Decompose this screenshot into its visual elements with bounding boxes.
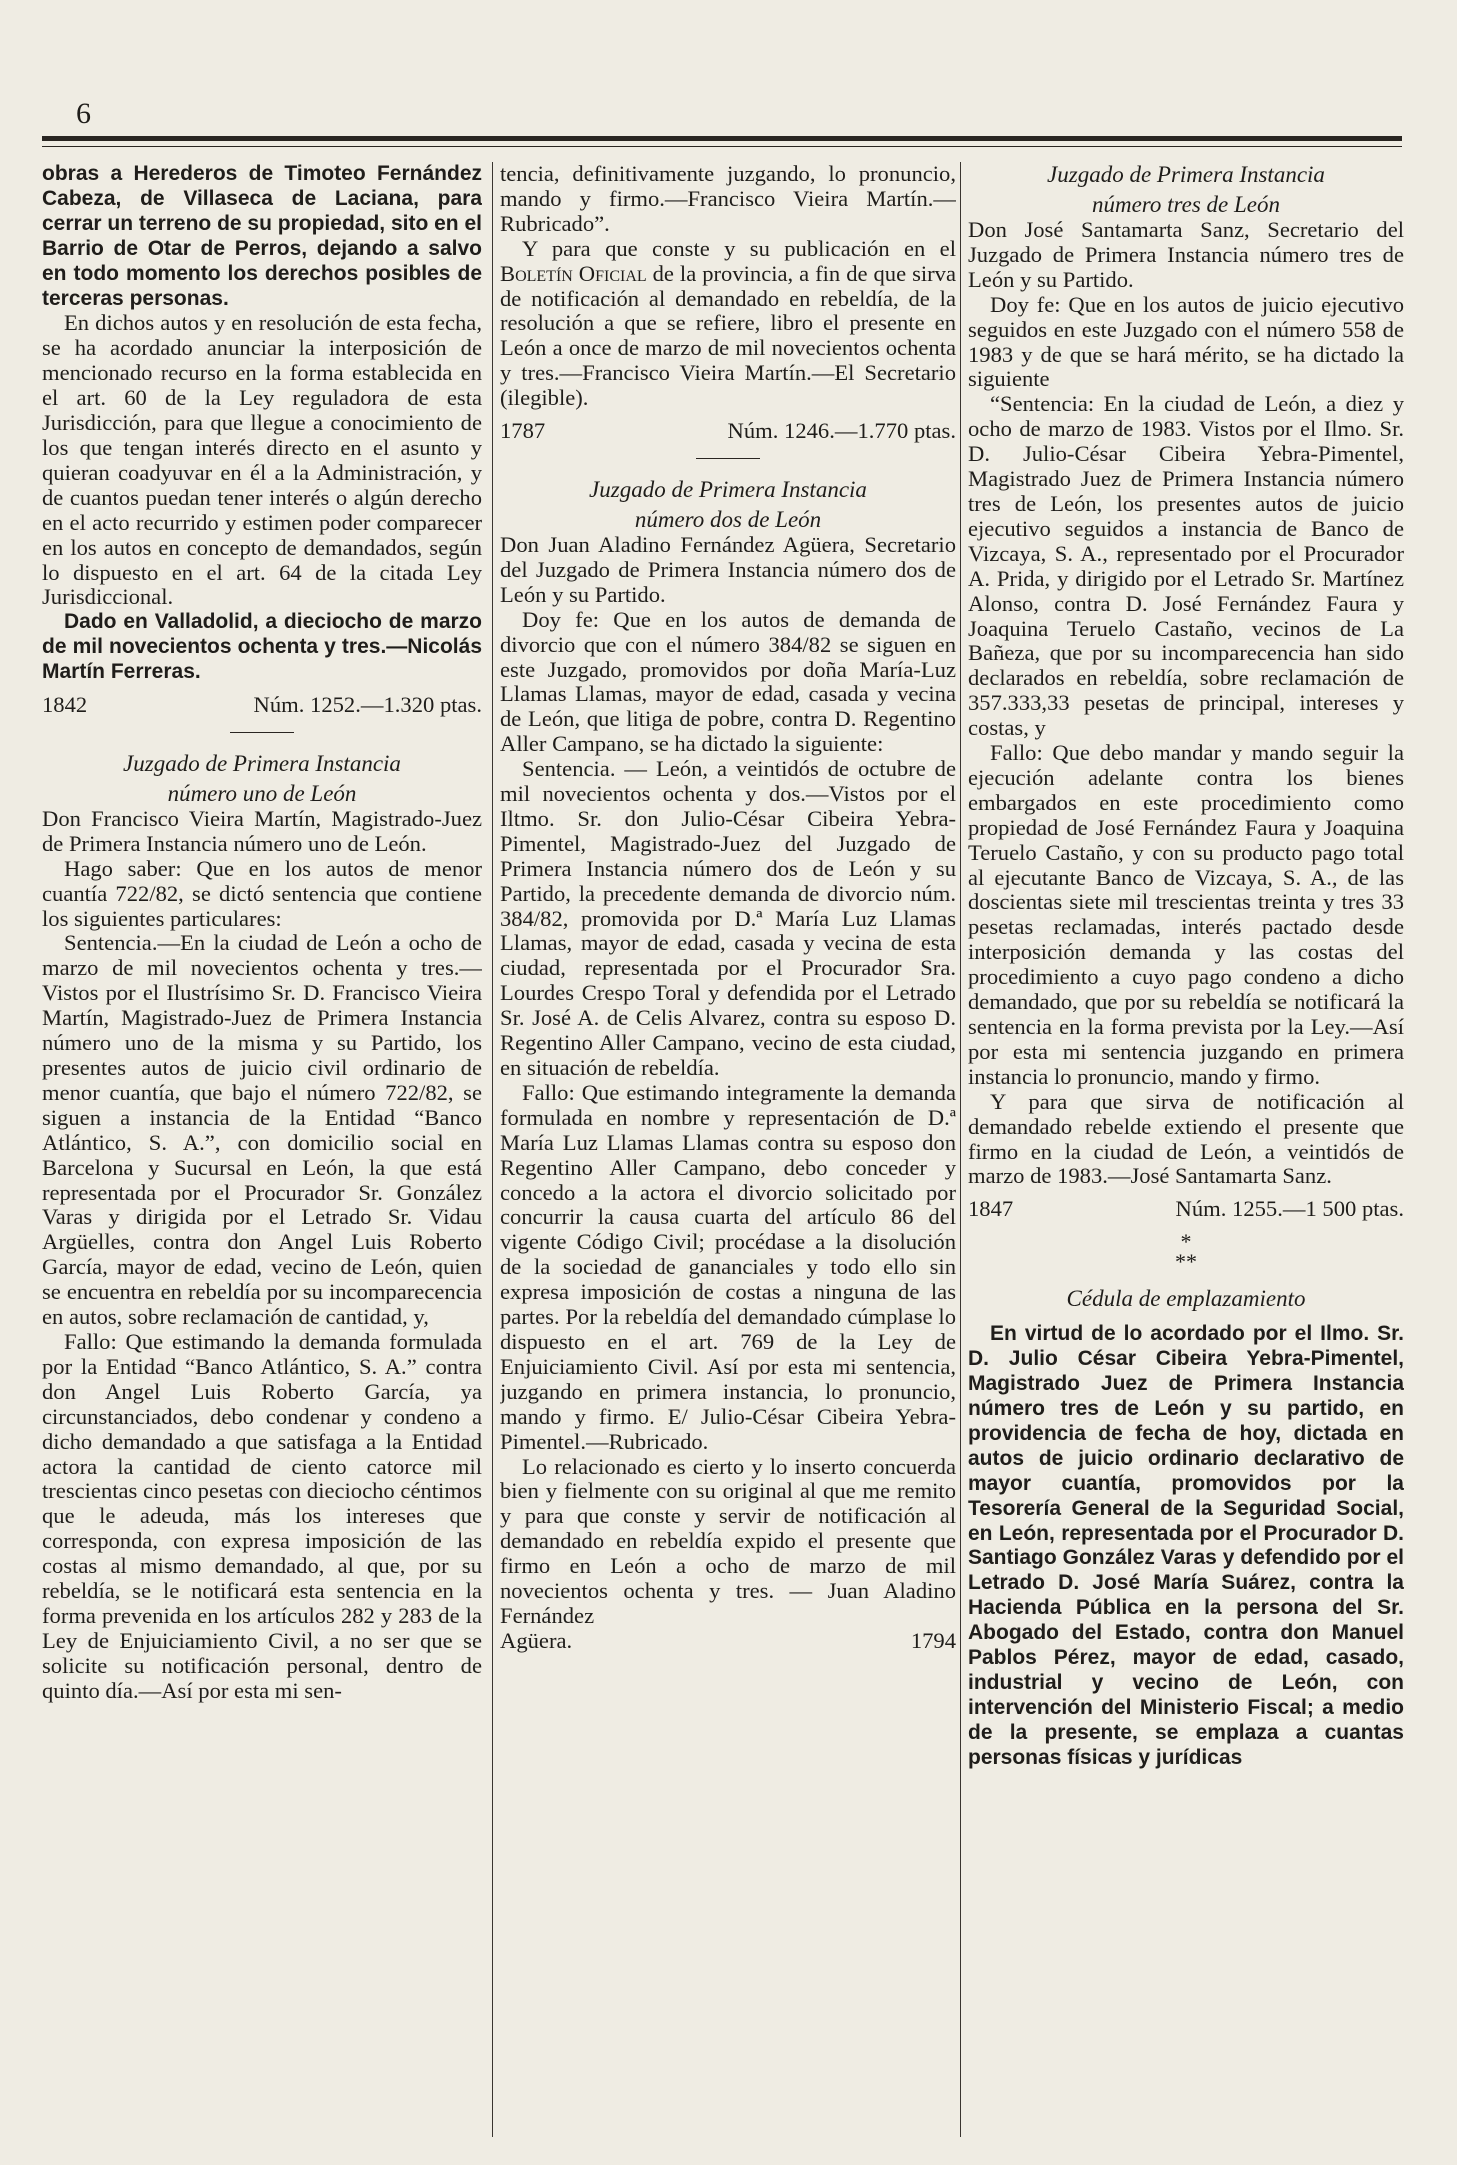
section-heading: Juzgado de Primera Instancia	[123, 750, 401, 776]
column-1	[42, 162, 482, 2142]
notice-code: 1842	[42, 692, 88, 718]
header-rule-thick	[42, 136, 1402, 141]
section-heading: Juzgado de Primera Instancia	[589, 476, 867, 502]
section-heading: Cédula de emplazamiento	[1066, 1286, 1306, 1312]
text-run: de la provincia, a fin de que sirva de notificación al demandado en rebeldía, de la resolución a que se refiere, libro el presente en León a once de marzo de mil novecientos ochenta y tres.—Francisco Vieira Martín.—El Secretario (ilegible).	[500, 260, 956, 411]
section-subheading: número tres de León	[1091, 192, 1281, 217]
notice-code: 1787	[500, 418, 546, 444]
paragraph	[500, 237, 956, 411]
paragraph: Don Francisco Vieira Martín, Magistrado-Juez de Primera Instancia número uno de León.	[42, 805, 482, 856]
paragraph: Sentencia.—En la ciudad de León a ocho de marzo de mil novecientos ochenta y tres.—Vistos por el Ilustrísimo Sr. D. Francisco Vieira Martín, Magistrado-Juez de Primera Instancia número uno de la misma y su Partido, los presentes autos de juicio civil ordinario de menor cuantía, que bajo el número 722/82, se siguen a instancia de la Entidad “Banco Atlántico, S. A.”, con domicilio social en Barcelona y Sucursal en León, la que está representada por el Procurador Sr. González Varas y dirigida por el Letrado Sr. Vidau Argüelles, contra don Angel Luis Roberto García, mayor de edad, vecino de León, quien se encuentra en rebeldía por su incomparecencia en autos, sobre reclamación de cantidad, y,	[42, 930, 482, 1330]
signatory-surname: Agüera.	[500, 1627, 573, 1653]
paragraph: obras a Herederos de Timoteo Fernández Cabeza, de Villaseca de Laciana, para cerrar un terreno de su propiedad, sito en el Barrio de Otar de Perros, dejando a salvo en todo momento los derechos posibles de terceras personas.	[42, 162, 482, 310]
section-heading: Juzgado de Primera Instancia	[1047, 162, 1325, 187]
paragraph: Fallo: Que debo mandar y mando seguir la ejecución adelante contra los bienes embargados en este procedimiento como propiedad de José Fernández Faura y Joaquina Teruelo Castaño, y con su producto pago total al ejecutante Banco de Vizcaya, S. A., de las doscientas siete mil trescientas treinta y tres 33 pesetas reclamadas, interés pactado desde interposición demanda y las costas del procedimiento a cuyo pago condeno a dicho demandado, que por su rebeldía se notificará la sentencia en la forma prevista por la Ley.—Así por esta mi sentencia juzgando en primera instancia lo pronuncio, mando y firmo.	[968, 740, 1404, 1089]
section-subheading: número uno de León	[167, 780, 357, 806]
paragraph: Y para que sirva de notificación al demandado rebelde extiendo el presente que firmo en la ciudad de León, a veintidós de marzo de 1983.—José Santamarta Sanz.	[968, 1088, 1404, 1189]
spacer	[968, 1312, 1404, 1322]
notice-signature-row	[500, 419, 956, 444]
column-divider-2	[960, 162, 961, 2137]
paragraph: Don Juan Aladino Fernández Agüera, Secretario del Juzgado de Primera Instancia número dos de León y su Partido.	[500, 531, 956, 607]
paragraph: tencia, definitivamente juzgando, lo pronuncio, mando y firmo.—Francisco Vieira Martín.—Rubricado”.	[500, 162, 956, 236]
notice-signature-row	[500, 1629, 956, 1654]
asterism-bottom: **	[1175, 1249, 1197, 1275]
boletin-name: Boletín Oficial	[500, 260, 647, 286]
page-number: 6	[76, 97, 91, 130]
paragraph: “Sentencia: En la ciudad de León, a diez y ocho de marzo de 1983. Vistos por el Ilmo. Sr. D. Julio-César Cibeira Yebra-Pimentel, Magistrado Juez de Primera Instancia número tres de León, los presentes autos de juicio ejecutivo seguidos a instancia de Banco de Vizcaya, S. A., representado por el Procurador A. Prida, y dirigido por el Letrado Sr. Martínez Alonso, contra D. José Fernández Faura y Joaquina Teruelo Castaño, vecinos de La Bañeza, que por su incomparecencia han sido declarados en rebeldía, sobre reclamación de 357.333,33 pesetas de principal, intereses y costas, y	[968, 391, 1404, 741]
section-divider	[230, 732, 294, 733]
notice-number: Núm. 1255.—1 500 ptas.	[1175, 1196, 1404, 1222]
asterism-top: *	[1180, 1229, 1192, 1255]
paragraph: Doy fe: Que en los autos de juicio ejecutivo seguidos en este Juzgado con el número 558 de 1983 y de que se hará mérito, se ha dictado la siguiente	[968, 291, 1404, 392]
paragraph: Fallo: Que estimando integramente la demanda formulada en nombre y representación de D.ª María Luz Llamas Llamas contra su esposo don Regentino Aller Campano, debo conceder y concedo a la actora el divorcio solicitado por concurrir la causa cuarta del artículo 86 del vigente Código Civil; procédase a la disolución de la sociedad de gananciales y todo ello sin expresa imposición de costas a ninguna de las partes. Por la rebeldía del demandado cúmplase lo dispuesto en el art. 769 de la Ley de Enjuiciamiento Civil. Así por esta mi sentencia, juzgando en primera instancia, lo pronuncio, mando y firmo. E/ Julio-César Cibeira Yebra-Pimentel.—Rubricado.	[500, 1079, 956, 1454]
paragraph: Lo relacionado es cierto y lo inserto concuerda bien y fielmente con su original al que me remito y para que conste y servir de notificación al demandado en rebeldía expido el presente que firmo en León a ocho de marzo de mil novecientos ochenta y tres. — Juan Aladino Fernández	[500, 1453, 956, 1628]
notice-number: Núm. 1252.—1.320 ptas.	[253, 692, 482, 718]
text-run: Y para que conste y su publicación en el	[522, 235, 956, 261]
notice-signature-row	[42, 693, 482, 718]
asterism	[968, 1229, 1404, 1275]
notice-code: 1847	[968, 1196, 1014, 1222]
section-subheading: número dos de León	[634, 506, 822, 532]
notice-signature-row	[968, 1197, 1404, 1222]
notice-code: 1794	[910, 1627, 956, 1653]
paragraph: Hago saber: Que en los autos de menor cuantía 722/82, se dictó sentencia que contiene los siguientes particulares:	[42, 855, 482, 931]
paragraph: Don José Santamarta Sanz, Secretario del Juzgado de Primera Instancia número tres de León y su Partido.	[968, 217, 1404, 292]
column-3	[968, 162, 1404, 2142]
column-divider-1	[492, 162, 493, 2137]
paragraph: Sentencia. — León, a veintidós de octubre de mil novecientos ochenta y dos.—Vistos por el Iltmo. Sr. don Julio-César Cibeira Yebra-Pimentel, Magistrado-Juez del Juzgado de Primera Instancia número dos de León y su Partido, la precedente demanda de divorcio núm. 384/82, promovida por D.ª María Luz Llamas Llamas, mayor de edad, casada y vecina de esta ciudad, representada por el Procurador Sra. Lourdes Crespo Toral y defendida por el Letrado Sr. José A. de Celis Alvarez, contra su esposo D. Regentino Aller Campano, vecino de esta ciudad, en situación de rebeldía.	[500, 756, 956, 1080]
header-rule-thin	[42, 146, 1402, 147]
paragraph: En virtud de lo acordado por el Ilmo. Sr. D. Julio César Cibeira Yebra-Pimentel, Magistrado Juez de Primera Instancia número tres de León y su partido, en providencia de fecha de hoy, dictada en autos de juicio ordinario declarativo de mayor cuantía, promovidos por la Tesorería General de la Seguridad Social, en León, representada por el Procurador D. Santiago González Varas y defendido por el Letrado D. José María Suárez, contra la Hacienda Pública en la persona del Sr. Abogado del Estado, contra don Manuel Pablos Pérez, mayor de edad, casado, industrial y vecino de León, con intervención del Ministerio Fiscal; a medio de la presente, se emplaza a cuantas personas físicas y jurídicas	[968, 1322, 1404, 1769]
paragraph: Dado en Valladolid, a dieciocho de marzo de mil novecientos ochenta y tres.—Nicolás Martín Ferreras.	[42, 610, 482, 684]
column-2	[500, 162, 956, 2142]
section-divider	[696, 458, 760, 459]
paragraph: Fallo: Que estimando la demanda formulada por la Entidad “Banco Atlántico, S. A.” contra don Angel Luis Roberto García, ya circunstanciados, debo condenar y condeno a dicho demandado a que satisfaga a la Entidad actora la cantidad de ciento catorce mil trescientas cinco pesetas con dieciocho céntimos que le adeuda, más los intereses que corresponda, con expresa imposición de las costas al mismo demandado, al que, por su rebeldía, se le notificará esta sentencia en la forma prevenida en los artículos 282 y 283 de la Ley de Enjuiciamiento Civil, a no ser que se solicite su notificación personal, dentro de quinto día.—Así por esta mi sen-	[42, 1328, 482, 1703]
notice-number: Núm. 1246.—1.770 ptas.	[727, 418, 956, 444]
paragraph: En dichos autos y en resolución de esta fecha, se ha acordado anunciar la interposición de mencionado recurso en la forma establecida en el art. 60 de la Ley reguladora de esta Jurisdicción, para que llegue a conocimiento de los que tengan interés directo en el asunto y quieran coadyuvar en él a la Administración, y de cuantos puedan tener interés o algún derecho en el acto recurrido y estimen poder comparecer en los autos en concepto de demandados, según lo dispuesto en el art. 64 de la citada Ley Jurisdiccional.	[42, 310, 482, 610]
paragraph: Doy fe: Que en los autos de demanda de divorcio que con el número 384/82 se siguen en este Juzgado, promovidos por doña María-Luz Llamas Llamas, mayor de edad, casada y vecina de León, que litiga de pobre, contra D. Regentino Aller Campano, se ha dictado la siguiente:	[500, 606, 956, 757]
